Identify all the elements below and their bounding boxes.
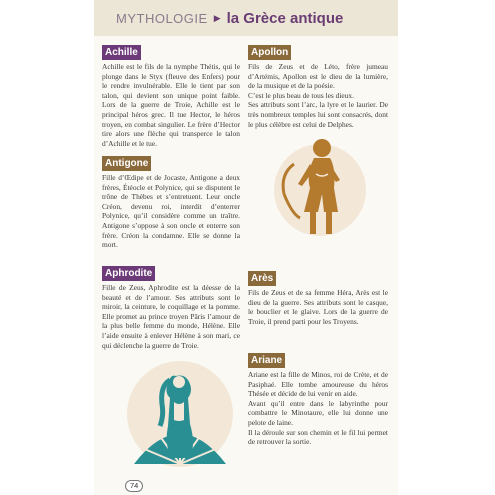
entry-antigone (102, 153, 240, 250)
entry-text: Fille d’Œdipe et de Jocaste, Antigone a deux frères, Étéocle et Polynice, qui se disputent le trône de Thèbes et s’entretuent. Leur oncle Créon, devenu roi, interdit d’enterrer Polynice, qu’il considère comme un traître. Antigone s’oppose à son oncle et enterre son frère. Créon la condamne. Elle se donne la mort. (102, 173, 240, 250)
entry-text: Fille de Zeus, Aphrodite est la déesse de la beauté et de l’amour. Ses attributs sont le miroir, la ceinture, le coquillage et la pomme. Elle promet au prince troyen Pâris l’amour de la plus belle femme du monde, Hélène. Elle l’aide ensuite à enlever Hélène à son mari, ce qui déclenche la guerre de Troie. (102, 283, 240, 350)
entry-text: Achille est le fils de la nymphe Thétis, qui le plonge dans le Styx (fleuve des Enfers) pour le rendre invulnérable. Elle le tient par son talon, qui devient son unique point faible. Lors de la guerre de Troie, Achille est le principal héros grec. Il tue Hector, le héros troyen, en combat singulier. Le frère d’Hector tire alors une flèche qui transperce le talon d’Achille et le tue. (102, 62, 240, 148)
triangle-arrow-icon: ▶ (213, 12, 221, 23)
chapter-title: la Grèce antique (226, 9, 344, 27)
entry-name-tag: Apollon (248, 45, 291, 60)
series-title: MYTHOLOGIE (116, 10, 208, 26)
entry-name-tag: Achille (102, 45, 141, 60)
entry-name-tag: Antigone (102, 156, 151, 171)
entry-text: Fils de Zeus et de Léto, frère jumeau d’Artémis, Apollon est le dieu de la lumière, de la musique et de la poésie. C’est le plus beau de tous les dieux. Ses attributs sont l’arc, la lyre et le laurier. De très nombreux temples lui sont consacrés, dont le plus célèbre est celui de Delphes. (248, 62, 388, 129)
apollon-illustration (270, 134, 370, 240)
entry-apollon (248, 42, 388, 129)
entry-achille (102, 42, 240, 148)
entry-text: Fils de Zeus et de sa femme Héra, Arès est le dieu de la guerre. Ses attributs sont le casque, le bouclier et le glaive. Lors de la guerre de Troie, il prend parti pour les Troyens. (248, 288, 388, 326)
page-header (94, 0, 398, 36)
entry-aphrodite (102, 263, 240, 350)
book-page (94, 0, 398, 495)
entry-ares (248, 268, 388, 326)
entry-name-tag: Arès (248, 271, 276, 286)
aphrodite-illustration (124, 356, 236, 474)
entry-ariane (248, 350, 388, 447)
entry-name-tag: Aphrodite (102, 266, 155, 281)
entry-text: Ariane est la fille de Minos, roi de Crète, et de Pasiphaé. Elle tombe amoureuse du héros Thésée et décide de lui venir en aide. Avant qu’il entre dans le labyrinthe pour combattre le Minotaure, elle lui donne une pelote de laine. Il la déroule sur son chemin et le fil lui permet de retrouver la sortie. (248, 370, 388, 447)
entry-name-tag: Ariane (248, 353, 285, 368)
page-number: 74 (125, 480, 143, 492)
